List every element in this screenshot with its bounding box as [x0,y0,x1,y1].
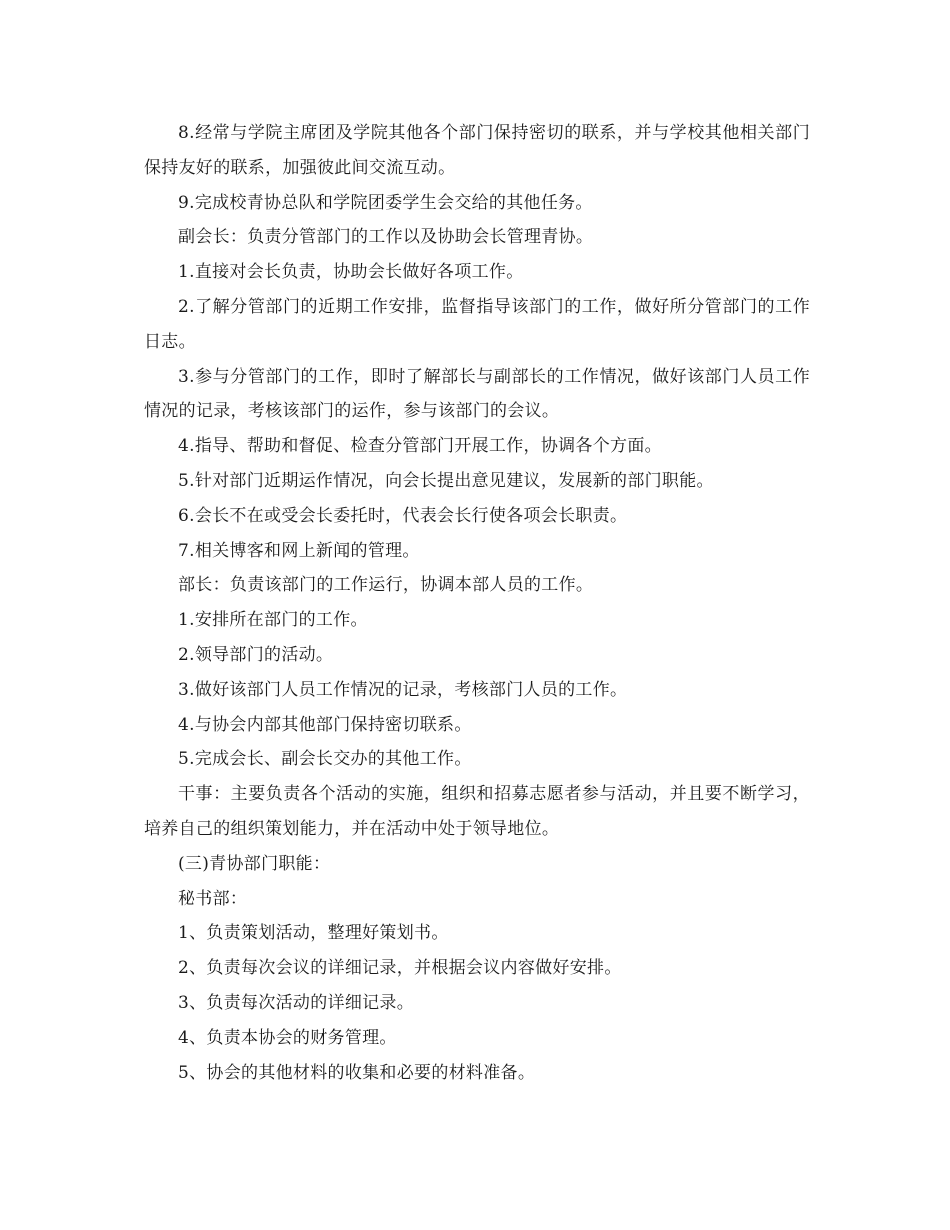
minister-item-4: 4.与协会内部其他部门保持密切联系。 [178,714,472,735]
paragraph-item-9: 9.完成校青协总队和学院团委学生会交给的其他任务。 [178,192,593,213]
vice-president-item-5: 5.针对部门近期运作情况，向会长提出意见建议，发展新的部门职能。 [178,470,714,491]
secretariat-heading: 秘书部： [178,888,248,909]
minister-item-1: 1.安排所在部门的工作。 [178,610,368,631]
secretariat-item-5: 5、协会的其他材料的收集和必要的材料准备。 [178,1062,536,1083]
minister-item-2: 2.领导部门的活动。 [178,644,334,665]
officer-paragraph: 干事：主要负责各个活动的实施，组织和招募志愿者参与活动，并且要不断学习，培养自己的组织策划能力，并在活动中处于领导地位。 [144,784,810,839]
document-body [144,116,810,1090]
vice-president-heading: 副会长：负责分管部门的工作以及协助会长管理青协。 [178,227,594,248]
vice-president-item-2: 2.了解分管部门的近期工作安排，监督指导该部门的工作，做好所分管部门的工作日志。 [144,296,810,352]
vice-president-item-4: 4.指导、帮助和督促、检查分管部门开展工作，协调各个方面。 [178,436,662,457]
secretariat-item-4: 4、负责本协会的财务管理。 [178,1027,397,1048]
vice-president-item-7: 7.相关博客和网上新闻的管理。 [178,540,420,561]
minister-heading: 部长：负责该部门的工作运行，协调本部人员的工作。 [178,575,594,596]
vice-president-item-3: 3.参与分管部门的工作，即时了解部长与副部长的工作情况，做好该部门人员工作情况的记录，考核该部门的运作，参与该部门的会议。 [144,366,810,422]
secretariat-item-1: 1、负责策划活动，整理好策划书。 [178,923,449,944]
secretariat-item-3: 3、负责每次活动的详细记录。 [178,992,415,1013]
vice-president-item-1: 1.直接对会长负责，协助会长做好各项工作。 [178,262,524,283]
paragraph-item-8: 8.经常与学院主席团及学院其他各个部门保持密切的联系，并与学校其他相关部门保持友好的联系，加强彼此间交流互动。 [144,123,810,178]
minister-item-3: 3.做好该部门人员工作情况的记录，考核部门人员的工作。 [178,679,628,700]
vice-president-item-6: 6.会长不在或受会长委托时，代表会长行使各项会长职责。 [178,505,628,526]
section-heading-3: (三)青协部门职能： [178,853,331,874]
minister-item-5: 5.完成会长、副会长交办的其他工作。 [178,749,472,770]
secretariat-item-2: 2、负责每次会议的详细记录，并根据会议内容做好安排。 [178,958,622,979]
